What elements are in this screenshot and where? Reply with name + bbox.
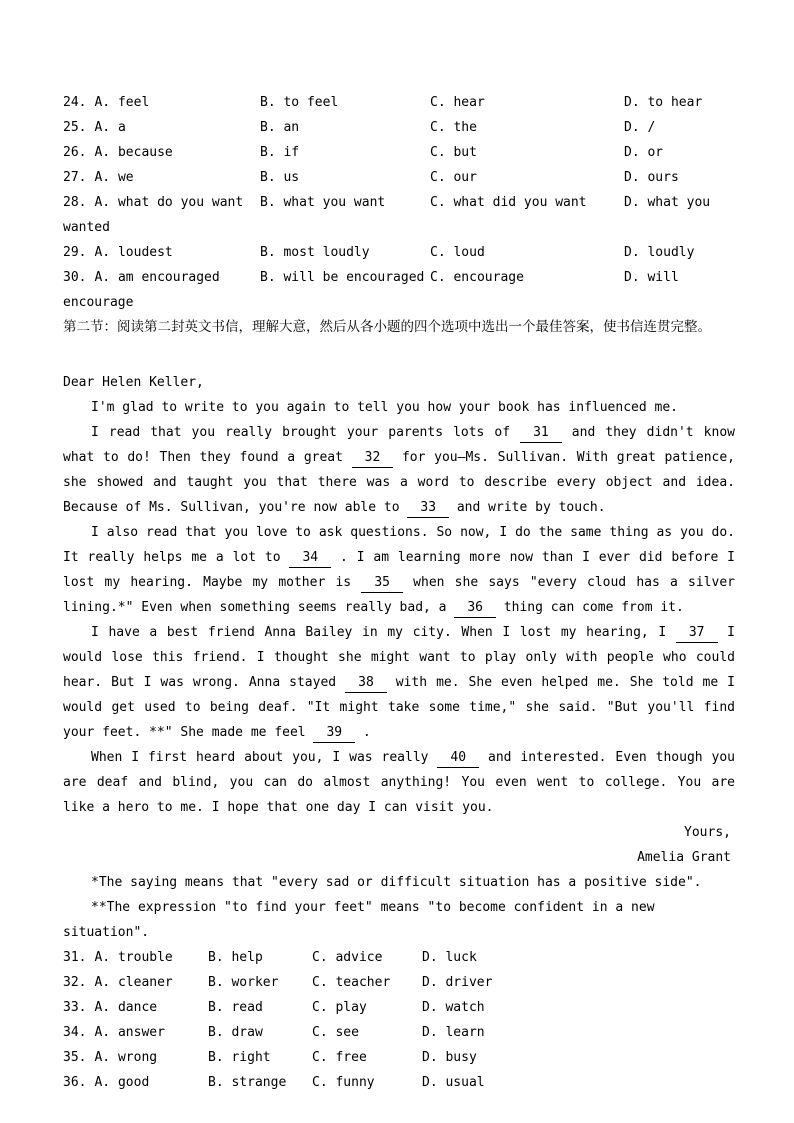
letter-text: when she says "every cloud has a silver lining.*" Even when something seems really bad, a bbox=[63, 575, 735, 615]
option-b: B. if bbox=[260, 145, 300, 160]
question-number: 32. bbox=[63, 975, 87, 990]
letter-paragraph-4 bbox=[63, 620, 735, 745]
option-c: C. hear bbox=[430, 95, 485, 110]
blank-36: 36 bbox=[454, 598, 496, 618]
question-row-34 bbox=[63, 1020, 735, 1045]
letter-paragraph-5 bbox=[63, 745, 735, 820]
blank-39: 39 bbox=[313, 723, 355, 743]
letter-text: and they didn't know what to do! Then they found a great bbox=[63, 425, 735, 465]
option-d: D. busy bbox=[422, 1050, 477, 1065]
question-row-33 bbox=[63, 995, 735, 1020]
option-b: B. draw bbox=[208, 1025, 263, 1040]
question-28-continuation: wanted bbox=[63, 220, 110, 235]
blank-35: 35 bbox=[361, 573, 403, 593]
option-a: A. answer bbox=[94, 1025, 165, 1040]
option-c: C. encourage bbox=[430, 270, 524, 285]
option-c: C. funny bbox=[312, 1075, 375, 1090]
option-b: B. us bbox=[260, 170, 300, 185]
question-block-24-30 bbox=[63, 90, 735, 315]
option-c: C. teacher bbox=[312, 975, 391, 990]
option-b: B. will be encouraged bbox=[260, 270, 425, 285]
question-row-28 bbox=[63, 190, 735, 215]
question-number: 31. bbox=[63, 950, 87, 965]
option-a: A. trouble bbox=[94, 950, 173, 965]
question-number: 24. bbox=[63, 95, 87, 110]
letter-paragraph-3 bbox=[63, 520, 735, 620]
question-row-26 bbox=[63, 140, 735, 165]
option-a: A. because bbox=[94, 145, 173, 160]
letter-text: . I am learning more now than I ever did before I lost my hearing. Maybe my mother is bbox=[63, 550, 735, 590]
question-row-29 bbox=[63, 240, 735, 265]
option-d: D. will bbox=[624, 270, 679, 285]
option-d: D. or bbox=[624, 145, 664, 160]
letter-paragraph-2 bbox=[63, 420, 735, 520]
letter bbox=[63, 370, 735, 945]
question-number: 29. bbox=[63, 245, 87, 260]
question-number: 33. bbox=[63, 1000, 87, 1015]
option-d: D. learn bbox=[422, 1025, 485, 1040]
section-instruction: 第二节：阅读第二封英文书信，理解大意，然后从各小题的四个选项中选出一个最佳答案，使书信连贯完整。 bbox=[63, 319, 711, 335]
option-b: B. worker bbox=[208, 975, 279, 990]
question-number: 27. bbox=[63, 170, 87, 185]
question-block-31-36 bbox=[63, 945, 735, 1095]
page-content bbox=[63, 90, 735, 1095]
option-a: A. what do you want bbox=[94, 195, 244, 210]
blank-32: 32 bbox=[352, 448, 394, 468]
option-a: A. a bbox=[94, 120, 126, 135]
question-row-36 bbox=[63, 1070, 735, 1095]
option-a: A. wrong bbox=[94, 1050, 158, 1065]
option-a: A. cleaner bbox=[94, 975, 173, 990]
option-c: C. play bbox=[312, 1000, 367, 1015]
blank-40: 40 bbox=[437, 748, 479, 768]
question-30-continuation: encourage bbox=[63, 295, 134, 310]
letter-text: When I first heard about you, I was really bbox=[91, 750, 438, 765]
option-d: D. ours bbox=[624, 170, 679, 185]
option-c: C. advice bbox=[312, 950, 383, 965]
option-a: A. we bbox=[94, 170, 134, 185]
question-number: 35. bbox=[63, 1050, 87, 1065]
option-d: D. / bbox=[624, 120, 656, 135]
option-b: B. help bbox=[208, 950, 263, 965]
option-b: B. to feel bbox=[260, 95, 339, 110]
question-row-30 bbox=[63, 265, 735, 290]
question-number: 34. bbox=[63, 1025, 87, 1040]
letter-text: and interested. Even though you are deaf and blind, you can do almost anything! You even went to college. You are like a hero to me. I hope that one day I can visit you. bbox=[63, 750, 736, 815]
letter-text: I would lose this friend. I thought she might want to play only with people who could hear. But I was wrong. Anna stayed bbox=[63, 625, 735, 690]
question-row-24 bbox=[63, 90, 735, 115]
option-a: A. feel bbox=[94, 95, 150, 110]
letter-salutation: Dear Helen Keller, bbox=[63, 375, 204, 390]
option-d: D. usual bbox=[422, 1075, 485, 1090]
question-number: 25. bbox=[63, 120, 87, 135]
letter-text: I also read that you love to ask questions. So now, I do the same thing as you do. It really helps me a lot to bbox=[63, 525, 735, 565]
option-c: C. the bbox=[430, 120, 477, 135]
option-a: A. good bbox=[94, 1075, 150, 1090]
blank-37: 37 bbox=[676, 623, 718, 643]
letter-text: with me. She even helped me. She told me I would get used to being deaf. "It might take some time," she said. "But you'll find your feet. **" She made me feel bbox=[63, 675, 736, 740]
option-d: D. watch bbox=[422, 1000, 485, 1015]
option-c: C. free bbox=[312, 1050, 367, 1065]
letter-text: and write by touch. bbox=[449, 500, 606, 515]
option-b: B. strange bbox=[208, 1075, 287, 1090]
question-number: 30. bbox=[63, 270, 87, 285]
blank-31: 31 bbox=[520, 423, 562, 443]
question-number: 26. bbox=[63, 145, 87, 160]
option-d: D. to hear bbox=[624, 95, 703, 110]
option-b: B. read bbox=[208, 1000, 263, 1015]
letter-closing: Yours, bbox=[684, 825, 731, 840]
option-d: D. luck bbox=[422, 950, 477, 965]
option-a: A. dance bbox=[94, 1000, 158, 1015]
blank-38: 38 bbox=[345, 673, 387, 693]
letter-text: . bbox=[355, 725, 371, 740]
question-row-25 bbox=[63, 115, 735, 140]
option-a: A. loudest bbox=[94, 245, 173, 260]
footnote-2: **The expression "to find your feet" means "to become confident in a new situation". bbox=[63, 900, 655, 940]
option-d: D. driver bbox=[422, 975, 493, 990]
option-b: B. most loudly bbox=[260, 245, 370, 260]
question-row-27 bbox=[63, 165, 735, 190]
question-row-31 bbox=[63, 945, 735, 970]
option-c: C. but bbox=[430, 145, 477, 160]
question-number: 36. bbox=[63, 1075, 87, 1090]
option-c: C. see bbox=[312, 1025, 359, 1040]
option-d: D. what you bbox=[624, 195, 711, 210]
footnote-1: *The saying means that "every sad or difficult situation has a positive side". bbox=[91, 875, 702, 890]
option-b: B. an bbox=[260, 120, 300, 135]
letter-signature: Amelia Grant bbox=[637, 850, 731, 865]
blank-34: 34 bbox=[289, 548, 331, 568]
option-a: A. am encouraged bbox=[94, 270, 220, 285]
letter-paragraph-1: I'm glad to write to you again to tell you how your book has influenced me. bbox=[91, 400, 678, 415]
option-c: C. our bbox=[430, 170, 477, 185]
option-b: B. what you want bbox=[260, 195, 386, 210]
letter-text: I have a best friend Anna Bailey in my city. When I lost my hearing, I bbox=[91, 625, 676, 640]
question-row-32 bbox=[63, 970, 735, 995]
question-row-35 bbox=[63, 1045, 735, 1070]
letter-text: thing can come from it. bbox=[496, 600, 684, 615]
question-number: 28. bbox=[63, 195, 87, 210]
letter-text: for you—Ms. Sullivan. With great patience, she showed and taught you that there was a word to describe every object and idea. Because of Ms. Sullivan, you're now able to bbox=[63, 450, 735, 515]
option-c: C. what did you want bbox=[430, 195, 587, 210]
option-c: C. loud bbox=[430, 245, 485, 260]
option-b: B. right bbox=[208, 1050, 271, 1065]
blank-33: 33 bbox=[407, 498, 449, 518]
letter-text: I read that you really brought your parents lots of bbox=[91, 425, 521, 440]
option-d: D. loudly bbox=[624, 245, 695, 260]
